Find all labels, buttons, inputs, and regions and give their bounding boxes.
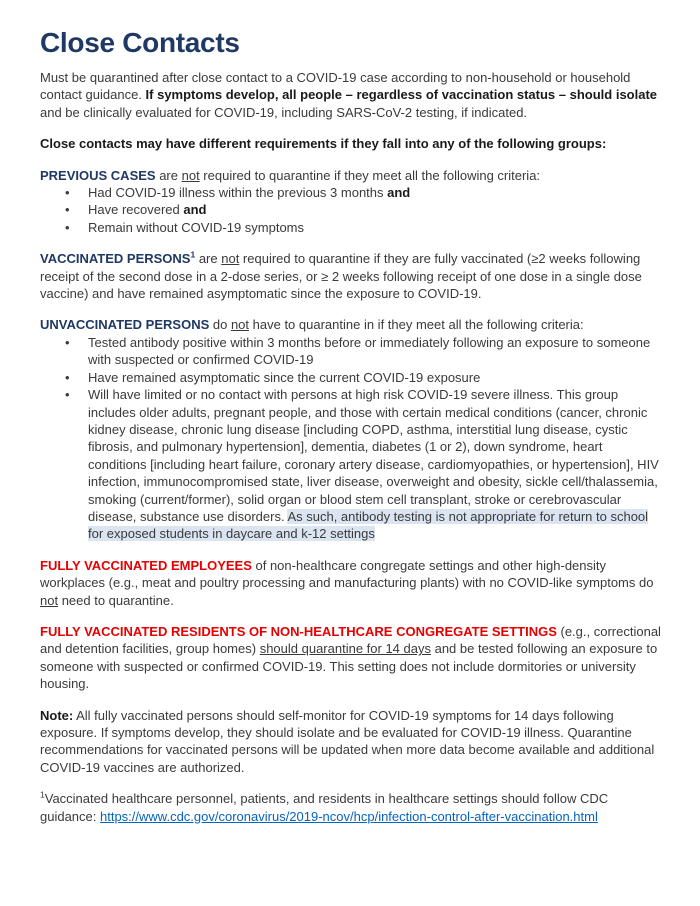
previous-cases-heading: PREVIOUS CASES (40, 167, 156, 183)
vaccinated-residents-paragraph (40, 623, 662, 693)
list-item (40, 201, 662, 218)
vaccinated-employees-underline: not (40, 592, 59, 608)
bullet-text: Have remained asymptomatic since the current COVID-19 exposure (88, 369, 481, 385)
footnote-marker: 1 (190, 249, 196, 260)
footnote-text: Vaccinated healthcare personnel, patients, and residents in healthcare settings should follow CDC guidance: (40, 791, 609, 824)
intro-paragraph (40, 69, 662, 121)
vaccinated-residents-underline: should quarantine for 14 days (259, 641, 431, 657)
vaccinated-employees-text-2: need to quarantine. (58, 592, 174, 608)
bullet-text: Tested antibody positive within 3 months before or immediately following an exposure to someone with suspected or confirmed COVID-19 (88, 334, 651, 368)
unvaccinated-persons-lead (40, 316, 662, 333)
footnote-paragraph (40, 790, 662, 825)
previous-cases-text-1: are (155, 167, 182, 183)
vaccinated-employees-text-1: of non-healthcare congregate settings and other high-density workplaces (e.g., meat and poultry processing and manufacturing plants) with no COVID-like symptoms do (40, 557, 654, 591)
previous-cases-bullet-list (40, 184, 662, 236)
intro-text-2: and be clinically evaluated for COVID-19, including SARS-CoV-2 testing, if indicated. (40, 104, 528, 120)
unvaccinated-persons-text-2: have to quarantine in if they meet all the following criteria: (249, 317, 584, 333)
page-title: Close Contacts (40, 27, 240, 58)
vaccinated-residents-text-2: and be tested following an exposure to someone with suspected or confirmed COVID-19. This setting does not include dormitories or university housing. (40, 641, 658, 692)
intro-text-1: Must be quarantined after close contact to a COVID-19 case according to non-household or household contact guidance. (40, 70, 631, 103)
vaccinated-persons-underline: not (221, 251, 240, 267)
groups-intro-text: Close contacts may have different requirements if they fall into any of the following groups: (40, 136, 607, 152)
bullet-bold: and (387, 185, 411, 201)
previous-cases-underline: not (181, 167, 200, 183)
bullet-text: Will have limited or no contact with persons at high risk COVID-19 severe illness. This group includes older adults, pregnant people, and those with certain medical conditions (cancer, chronic kidney disease, chronic lung disease [including COPD, asthma, interstitial lung disease, cystic fibrosis, and pulmonary hypertension], dementia, diabetes (1 or 2), down syndrome, heart conditions [including heart failure, coronary artery disease, cardiomyopathies, or hypertension], HIV infection, immunocompromised state, liver disease, overweight and obesity, sickle cell/thalassemia, smoking (current/former), solid organ or blood stem cell transplant, stroke or cerebrovascular disease, substance use disorders. (88, 387, 659, 524)
list-item (40, 184, 662, 201)
list-item (40, 219, 662, 236)
highlighted-text: As such, antibody testing is not appropriate for return to school for exposed students in daycare and k-12 settings (88, 508, 649, 542)
note-text: All fully vaccinated persons should self-monitor for COVID-19 symptoms for 14 days following exposure. If symptoms develop, they should isolate and be evaluated for COVID-19 illness. Quarantine recommendations for vaccinated persons will be updated when more data become available and additional COVID-19 vaccines are authorized. (40, 707, 655, 775)
cdc-guidance-link[interactable]: https://www.cdc.gov/coronavirus/2019-ncov/hcp/infection-control-after-vaccination.html (100, 808, 598, 824)
note-label: Note: (40, 707, 74, 723)
footnote-marker: 1 (40, 789, 45, 800)
vaccinated-residents-text-1: (e.g., correctional and detention facilities, group homes) (40, 623, 661, 657)
unvaccinated-persons-heading: UNVACCINATED PERSONS (40, 317, 210, 333)
heading-text: VACCINATED PERSONS (40, 251, 191, 267)
vaccinated-persons-paragraph (40, 250, 662, 302)
note-paragraph (40, 707, 662, 777)
intro-bold-text: If symptoms develop, all people – regardless of vaccination status – should isolate (145, 87, 658, 103)
unvaccinated-persons-text-1: do (209, 317, 231, 333)
list-item (40, 386, 662, 543)
vaccinated-employees-heading: FULLY VACCINATED EMPLOYEES (40, 557, 252, 573)
vaccinated-persons-text-2: required to quarantine if they are fully vaccinated (≥2 weeks following receipt of the second dose in a 2-dose series, or ≥ 2 weeks following receipt of one dose in a single dose vaccine) and have remained asymptomatic since the exposure to COVID-19. (40, 251, 642, 302)
list-item (40, 369, 662, 386)
vaccinated-residents-heading: FULLY VACCINATED RESIDENTS OF NON-HEALTHCARE CONGREGATE SETTINGS (40, 623, 557, 639)
bullet-bold: and (183, 202, 207, 218)
list-item (40, 334, 662, 369)
vaccinated-employees-paragraph (40, 557, 662, 609)
bullet-text: Remain without COVID-19 symptoms (88, 219, 305, 235)
vaccinated-persons-text-1: are (195, 251, 222, 267)
groups-intro-line (40, 135, 662, 152)
previous-cases-text-2: required to quarantine if they meet all the following criteria: (199, 167, 541, 183)
unvaccinated-persons-bullet-list (40, 334, 662, 543)
bullet-text: Have recovered (88, 202, 184, 218)
vaccinated-persons-heading (40, 251, 195, 266)
unvaccinated-persons-underline: not (230, 317, 250, 333)
previous-cases-lead (40, 167, 662, 184)
bullet-text: Had COVID-19 illness within the previous 3 months (88, 185, 388, 201)
